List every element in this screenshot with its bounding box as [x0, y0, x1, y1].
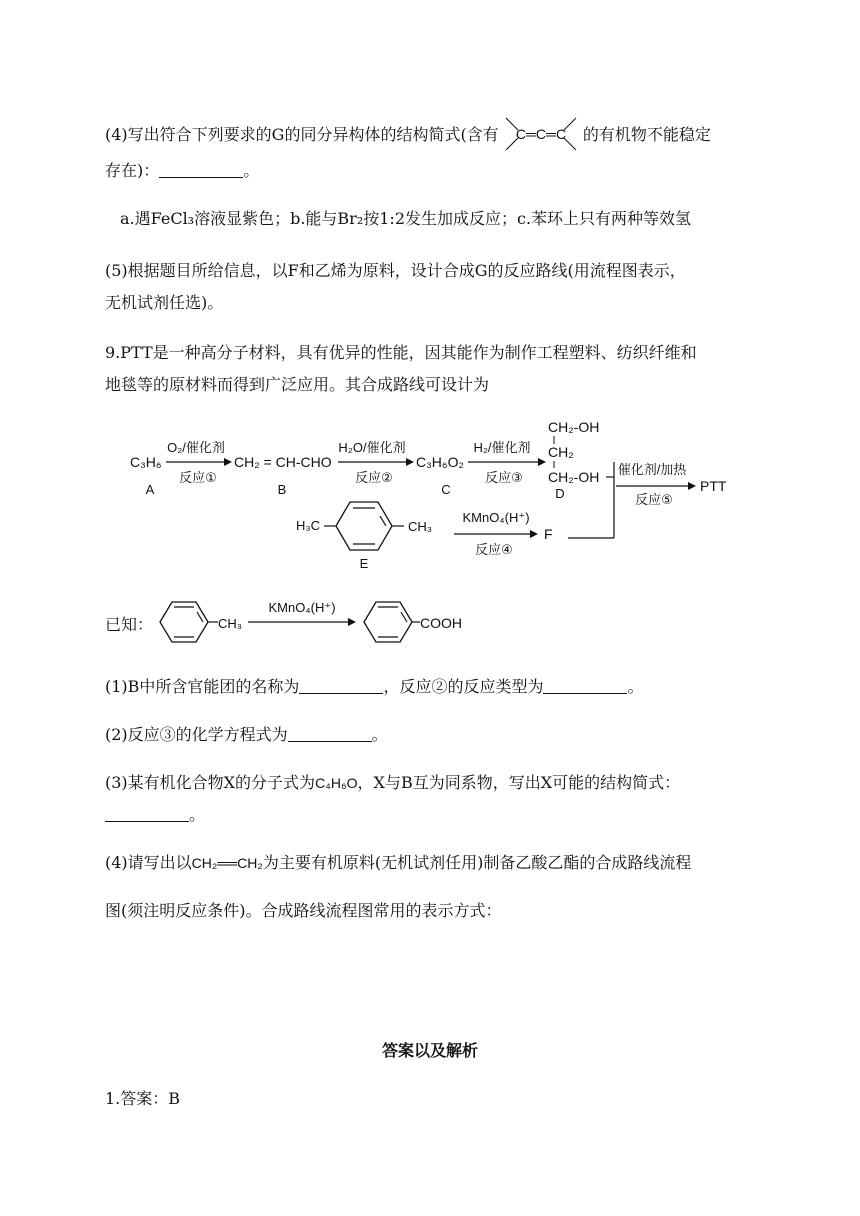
benzene-ring-E [336, 502, 392, 550]
known-label: 已知： [105, 615, 154, 634]
reaction1-label: 反应① [179, 470, 217, 485]
punct: 。 [243, 161, 260, 180]
allene-label: C═C═C [515, 126, 566, 142]
carboxyl-group: COOH [420, 615, 462, 631]
reaction4-condition: KMnO₄(H⁺) [462, 510, 530, 525]
q8-part4-line2 [105, 158, 259, 181]
allene-structure [504, 116, 578, 152]
q8-part5-line1: (5)根据题目所给信息，以F和乙烯为原料，设计合成G的反应路线(用流程图表示， [105, 261, 686, 280]
answer-blank-equation[interactable] [288, 727, 372, 742]
q8-part4-text: (4)写出符合下列要求的G的同分异构体的结构简式(含有 [105, 125, 499, 144]
reaction5-condition: 催化剂/加热 [617, 462, 687, 477]
reaction1-condition: O₂/催化剂 [167, 440, 225, 455]
compound-F: F [544, 526, 553, 542]
q9-part3-text-b: ，X与B互为同系物，写出X可能的结构简式： [357, 773, 681, 792]
reaction2-condition: H₂O/催化剂 [338, 440, 406, 455]
q9-part1-text-b: ，反应②的反应类型为 [383, 677, 544, 696]
answer-1: 1.答案：B [105, 1089, 181, 1108]
q9-part2 [105, 722, 388, 745]
q9-intro-line2: 地毯等的原材料而得到广泛应用。其合成路线可设计为 [105, 375, 490, 394]
q9-intro-line1: 9.PTT是一种高分子材料，具有优异的性能，因其能作为制作工程塑料、纺织纤维和 [105, 343, 697, 362]
compound-D-bottom: CH₂-OH [548, 469, 600, 485]
compound-A: C₃H₆ [130, 454, 162, 470]
q8-part4-line1 [105, 116, 711, 152]
q9-part1-text: (1)B中所含官能团的名称为 [105, 677, 300, 696]
punct: 。 [189, 805, 206, 824]
compound-E-left: H₃C [296, 518, 321, 533]
q9-part1 [105, 674, 643, 697]
q8-part5-line2: 无机试剂任选)。 [105, 293, 224, 312]
q9-part4-line1 [105, 850, 691, 873]
answer-blank[interactable] [159, 163, 243, 178]
reaction2-label: 反应② [355, 470, 393, 485]
benzene-ring-benzoic-acid [364, 602, 412, 642]
q8-part4-text-c: 存在)： [105, 161, 160, 180]
q9-part3-line2 [105, 802, 205, 825]
reaction4-label: 反应④ [475, 542, 513, 557]
q8-part4-conditions: a.遇FeCl₃溶液显紫色；b.能与Br₂按1:2发生加成反应；c.苯环上只有两种等效氢 [120, 209, 692, 228]
label-E: E [359, 556, 369, 571]
reaction3-condition: H₂/催化剂 [473, 440, 531, 455]
answer-blank-functional-group[interactable] [299, 679, 383, 694]
q8-part4-text-b: 的有机物不能稳定 [582, 125, 711, 144]
label-A: A [145, 482, 155, 497]
formula-C4H6O: C₄H₆O [315, 775, 358, 791]
compound-C: C₃H₆O₂ [416, 454, 464, 470]
punct: 。 [627, 677, 644, 696]
punct: 。 [371, 725, 388, 744]
product-PTT: PTT [700, 478, 727, 494]
label-C: C [441, 482, 451, 497]
formula-ethylene: CH₂══CH₂ [191, 855, 263, 871]
compound-D-top: CH₂-OH [548, 419, 600, 435]
reaction5-label: 反应⑤ [635, 492, 673, 507]
synthesis-scheme [120, 412, 760, 582]
reaction3-label: 反应③ [485, 470, 523, 485]
label-B: B [277, 482, 287, 497]
q9-part2-text: (2)反应③的化学方程式为 [105, 725, 288, 744]
compound-E-right: CH₃ [408, 519, 433, 534]
compound-D-mid: CH₂ [548, 444, 574, 460]
q9-part4-text: (4)请写出以 [105, 853, 192, 872]
q9-part4-line2: 图(须注明反应条件)。合成路线流程图常用的表示方式： [105, 901, 502, 920]
known-reagent: KMnO₄(H⁺) [268, 600, 336, 615]
q9-part3-text: (3)某有机化合物X的分子式为 [105, 773, 316, 792]
known-reaction [152, 594, 482, 650]
answer-blank-reaction-type[interactable] [543, 679, 627, 694]
compound-B: CH₂ = CH-CHO [234, 454, 332, 470]
answers-heading: 答案以及解析 [381, 1041, 478, 1060]
answer-blank-structure[interactable] [105, 807, 189, 822]
q9-part4-text-b: 为主要有机原料(无机试剂任用)制备乙酸乙酯的合成路线流程 [262, 853, 692, 872]
toluene-methyl: CH₃ [218, 616, 243, 631]
q9-part3-line1 [105, 770, 680, 793]
benzene-ring-toluene [160, 602, 208, 642]
label-D: D [555, 486, 565, 501]
